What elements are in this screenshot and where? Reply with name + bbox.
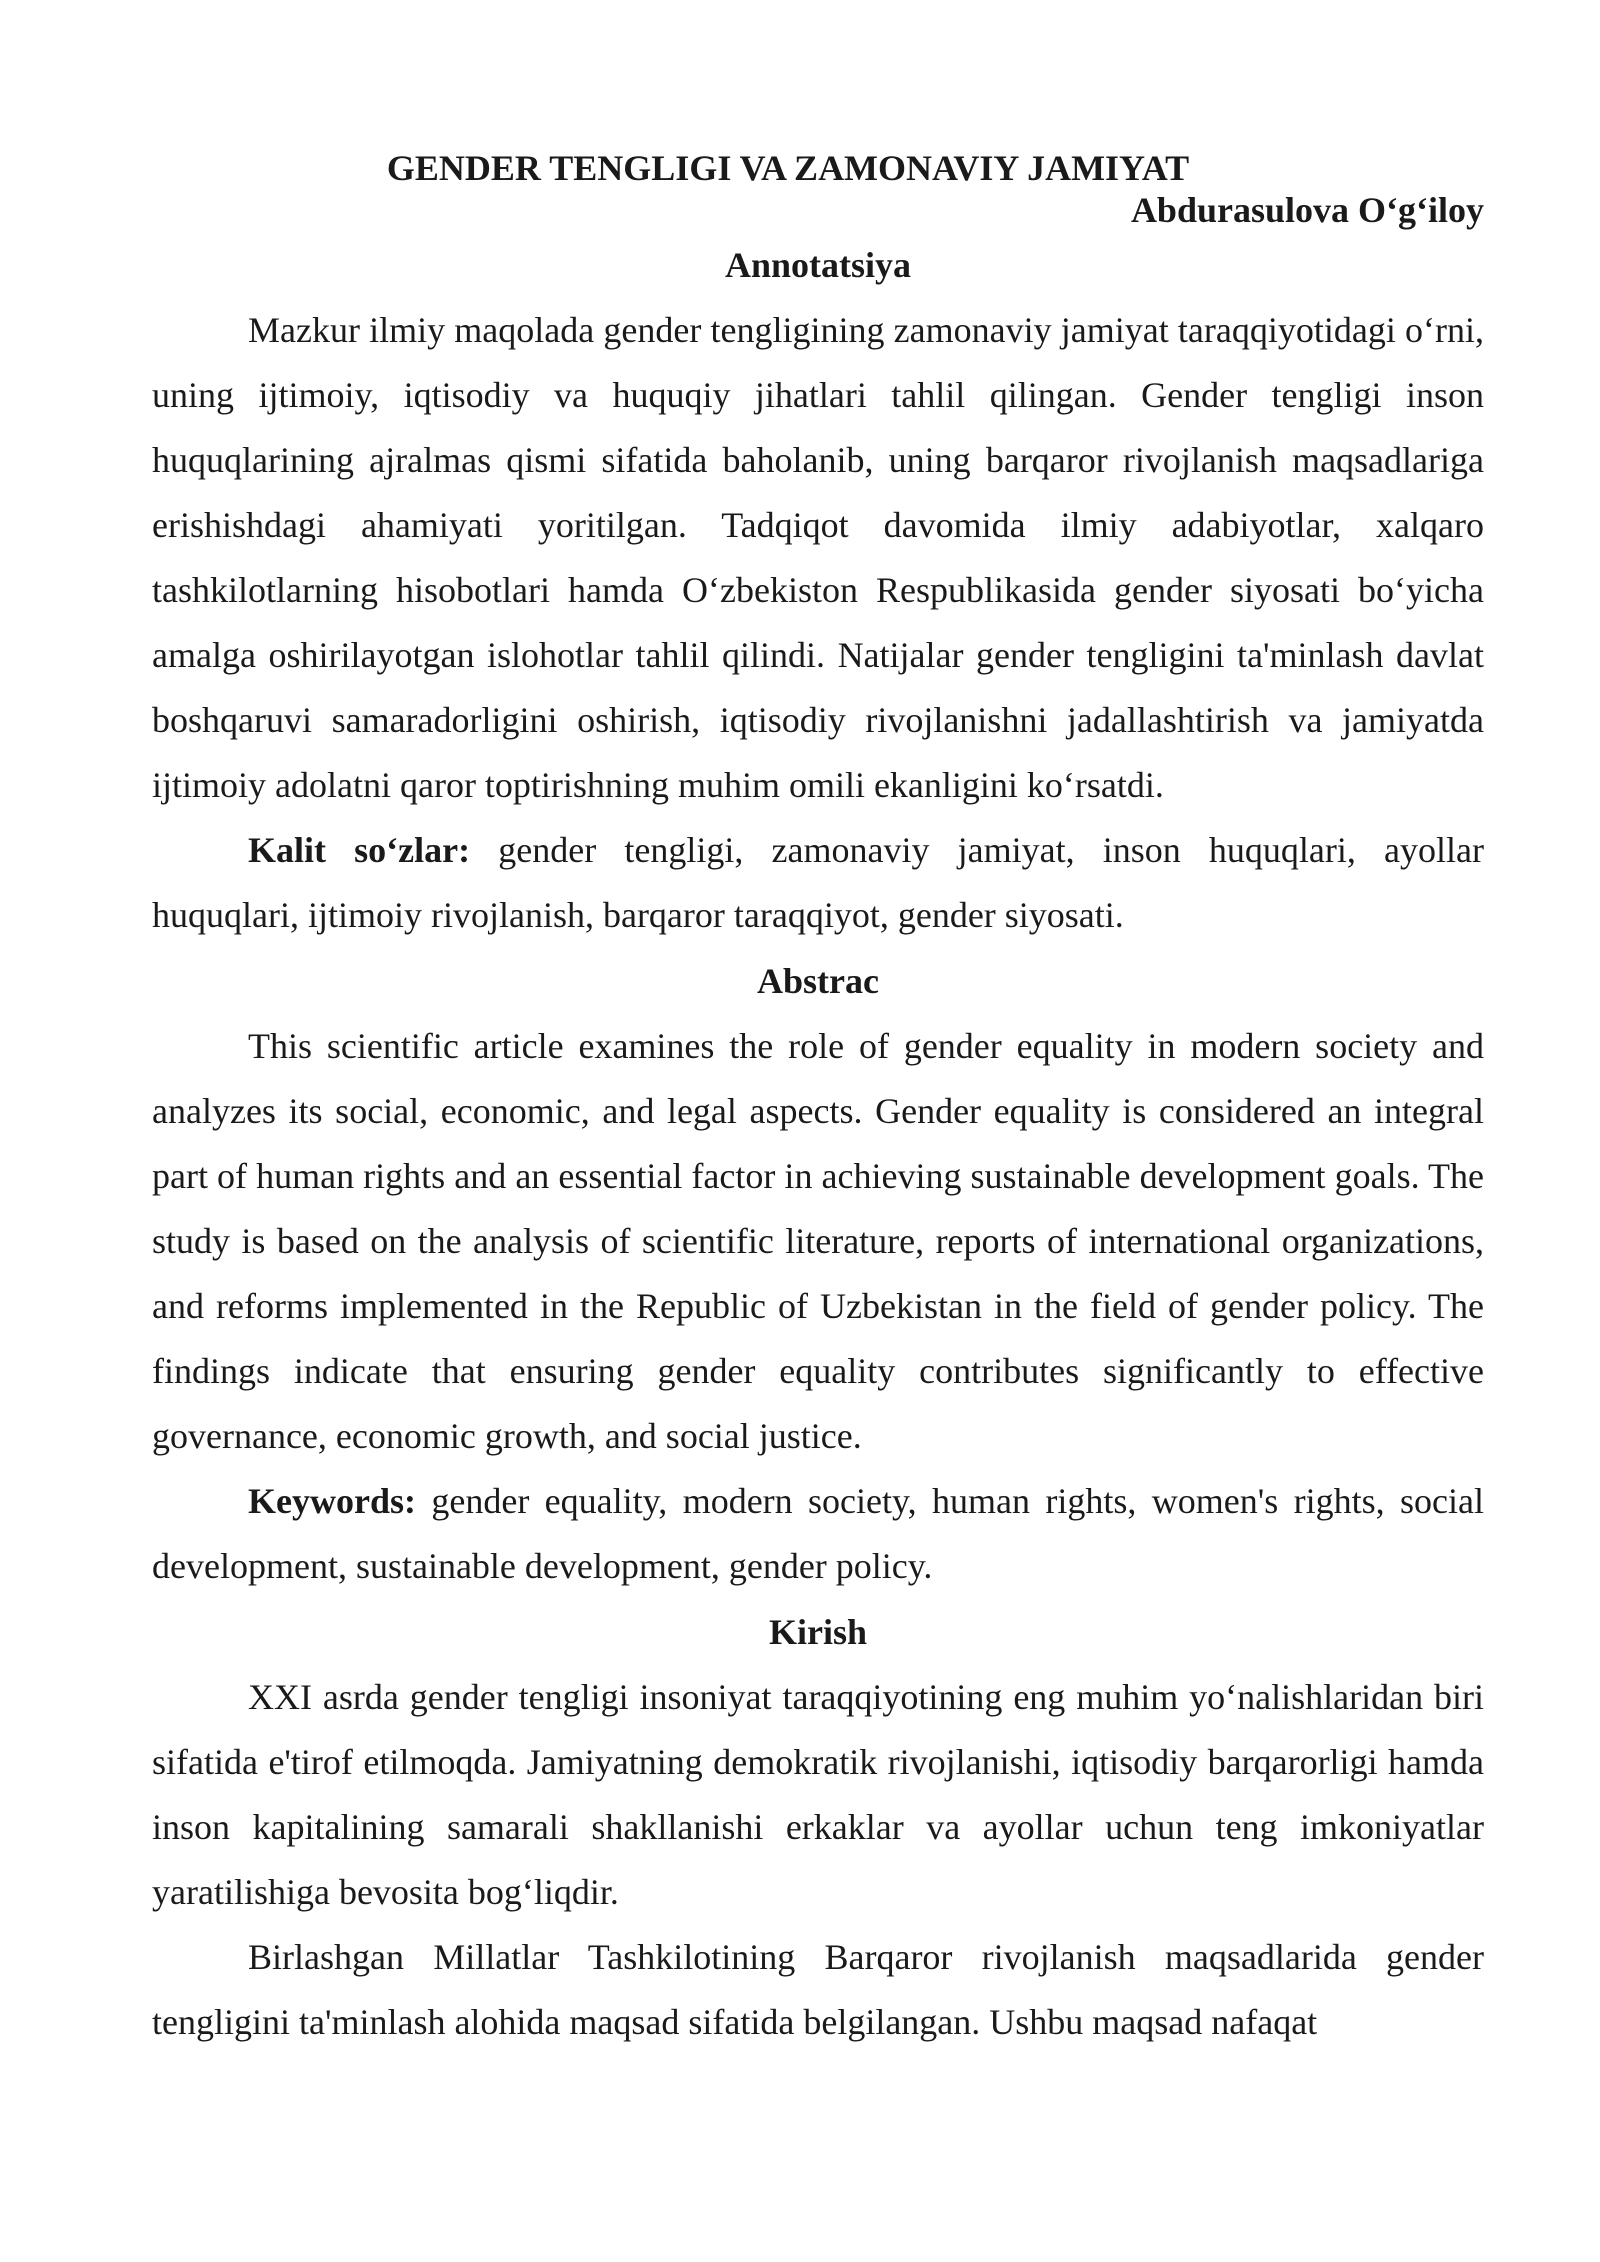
abstract-keywords — [152, 1469, 1484, 1599]
introduction-heading: Kirish — [768, 1612, 867, 1652]
document-page — [152, 148, 1484, 2055]
introduction-paragraph: Birlashgan Millatlar Tashkilotining Barqaror rivojlanish maqsadlarida gender tengligini ta'minlash alohida maqsad sifatida belgilangan. Ushbu maqsad nafaqat — [152, 1937, 1484, 2042]
abstract-paragraph: This scientific article examines the role of gender equality in modern society and analyzes its social, economic, and legal aspects. Gender equality is considered an integral part of human rights and an essential factor in achieving sustainable development goals. The study is based on the analysis of scientific literature, reports of international organizations, and reforms implemented in the Republic of Uzbekistan in the field of gender policy. The findings indicate that ensuring gender equality contributes significantly to effective governance, economic growth, and social justice. — [152, 1026, 1484, 1456]
abstract-heading: Abstrac — [757, 961, 879, 1001]
annotation-keywords — [152, 818, 1484, 948]
abstract-keywords-text: gender equality, modern society, human rights, women's rights, social development, sustainable development, gender policy. — [152, 1481, 1484, 1586]
annotation-paragraph: Mazkur ilmiy maqolada gender tengligining zamonaviy jamiyat taraqqiyotidagi o‘rni, uning ijtimoiy, iqtisodiy va huquqiy jihatlari tahlil qilingan. Gender tengligi inson huquqlarining ajralmas qismi sifatida baholanib, uning barqaror rivojlanish maqsadlariga erishishdagi ahamiyati yoritilgan. Tadqiqot davomida ilmiy adabiyotlar, xalqaro tashkilotlarning hisobotlari hamda O‘zbekiston Respublikasida gender siyosati bo‘yicha amalga oshirilayotgan islohotlar tahlil qilindi. Natijalar gender tengligini ta'minlash davlat boshqaruvi samaradorligini oshirish, iqtisodiy rivojlanishni jadallashtirish va jamiyatda ijtimoiy adolatni qaror toptirishning muhim omili ekanligini ko‘rsatdi. — [152, 310, 1484, 805]
annotation-keywords-text: gender tengligi, zamonaviy jamiyat, inson huquqlari, ayollar huquqlari, ijtimoiy rivojlanish, barqaror taraqqiyot, gender siyosati. — [152, 830, 1484, 935]
introduction-paragraph: XXI asrda gender tengligi insoniyat taraqqiyotining eng muhim yo‘nalishlaridan biri sifatida e'tirof etilmoqda. Jamiyatning demokratik rivojlanishi, iqtisodiy barqarorligi hamda inson kapitalining samarali shakllanishi erkaklar va ayollar uchun teng imkoniyatlar yaratilishiga bevosita bog‘liqdir. — [152, 1677, 1484, 1912]
abstract-keywords-label: Keywords: — [248, 1481, 416, 1521]
annotation-keywords-label: Kalit so‘zlar: — [248, 830, 471, 870]
article-title: GENDER TENGLIGI VA ZAMONAVIY JAMIYAT — [386, 148, 1190, 188]
author-name: Abdurasulova O‘g‘iloy — [1130, 190, 1484, 230]
annotation-heading: Annotatsiya — [724, 245, 912, 285]
